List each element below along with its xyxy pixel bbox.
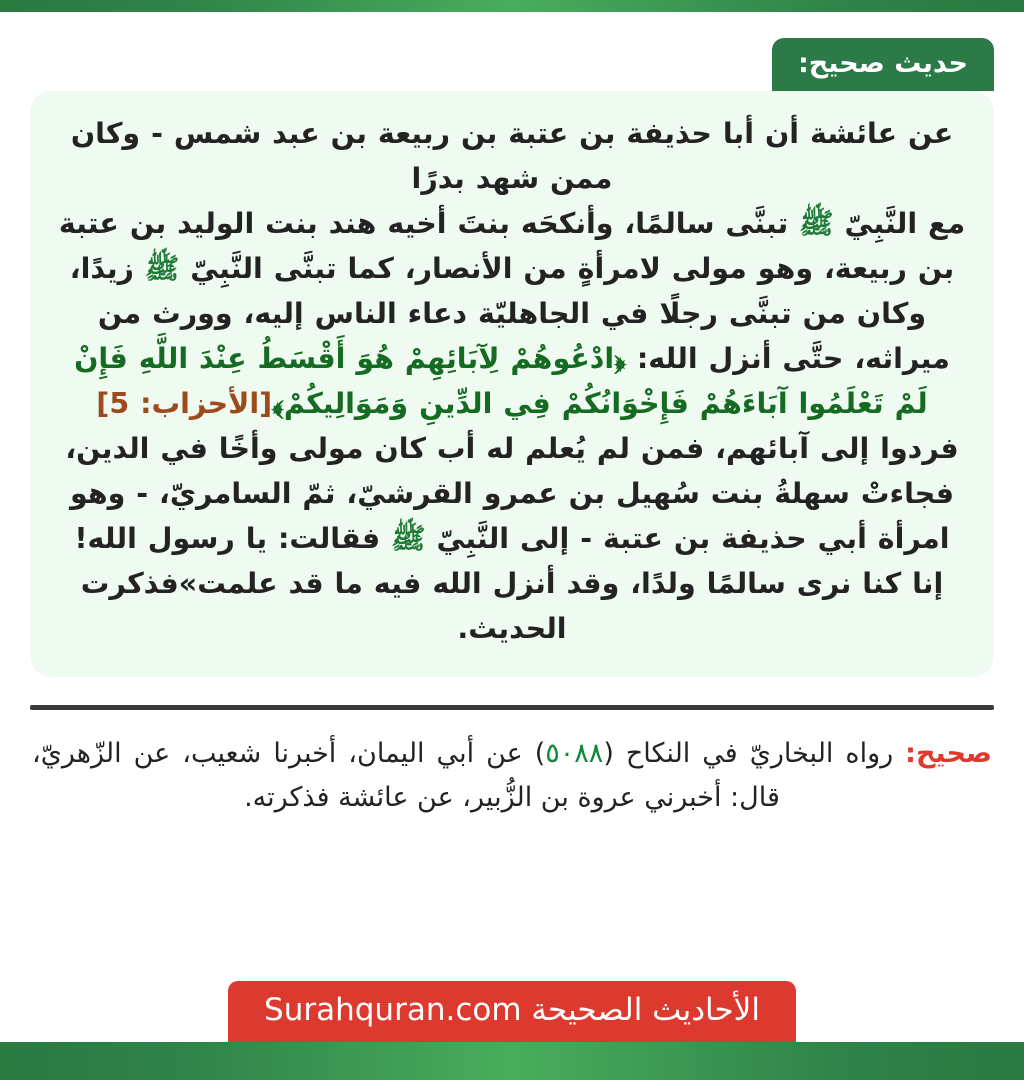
sallallahu-alayhi-wasallam-icon: ﷺ bbox=[799, 207, 834, 241]
takhrij-text-after-number: ) عن أبي اليمان، أخبرنا شعيب، عن الزّهريّ، قال: أخبرني عروة بن الزُّبير، عن عائشة فذكرته. bbox=[32, 738, 780, 813]
quran-ayah-text: ﴿ادْعُوهُمْ لِآبَائِهِمْ هُوَ أَقْسَطُ عِنْدَ اللَّهِ فَإِنْ لَمْ تَعْلَمُوا آبَاءَهُمْ فَإِخْوَانُكُمْ فِي الدِّينِ وَمَوَالِيكُمْ﴾ bbox=[74, 342, 928, 421]
grade-badge-row bbox=[30, 12, 994, 91]
hadith-segment-mid-b: زيدًا، وكان من تبنَّى رجلًا في الجاهليّة دعاء الناس إليه، وورث من ميراثه، حتَّى أنزل الله: bbox=[69, 252, 950, 376]
hadith-paragraph-opening: عن عائشة أن أبا حذيفة بن عتبة بن ربيعة بن عبد شمس - وكان ممن شهد بدرًا bbox=[70, 117, 954, 196]
sallallahu-alayhi-wasallam-icon: ﷺ bbox=[144, 252, 180, 286]
hadith-paragraph-main bbox=[56, 201, 968, 651]
section-divider bbox=[30, 705, 994, 710]
page-content bbox=[0, 12, 1024, 1042]
surah-reference: [الأحزاب: 5] bbox=[96, 387, 273, 421]
hadith-card bbox=[30, 91, 994, 677]
hadith-body bbox=[56, 111, 968, 651]
takhrij-source-text bbox=[32, 732, 992, 819]
bottom-decorative-bar bbox=[0, 1042, 1024, 1080]
takhrij-grade-word: صحيح: bbox=[905, 738, 992, 770]
site-footer-badge[interactable] bbox=[228, 981, 796, 1042]
site-footer-row bbox=[24, 981, 1000, 1042]
site-footer-label: الأحاديث الصحيحة bbox=[531, 992, 760, 1028]
hadith-number: ٥٠٨٨ bbox=[545, 738, 604, 770]
hadith-segment-before-honorific-1: مع النَّبِيّ bbox=[833, 207, 966, 241]
hadith-segment-after-ayah: فردوا إلى آبائهم، فمن لم يُعلم له أب كان مولى وأخًا في الدين، فجاءتْ سهلةُ بنت سُهيل بن عمرو القرشيّ، ثمّ السامريّ، - وهو امرأة أبي حذيفة بن عتبة - إلى النَّبِيّ bbox=[65, 432, 959, 556]
hadith-grade-badge: حديث صحيح: bbox=[772, 38, 994, 91]
top-decorative-bar bbox=[0, 0, 1024, 12]
sallallahu-alayhi-wasallam-icon: ﷺ bbox=[391, 522, 426, 556]
takhrij-text-before-number: رواه البخاريّ في النكاح ( bbox=[603, 738, 906, 770]
site-footer-url: Surahquran.com bbox=[264, 992, 522, 1028]
hadith-segment-mid-a: تبنَّى سالمًا، وأنكحَه بنتَ أخيه هند بنت الوليد بن عتبة بن ربيعة، وهو مولى لامرأةٍ من الأنصار، كما تبنَّى النَّبِيّ bbox=[58, 207, 955, 286]
hadith-segment-end: فقالت: يا رسول الله! إنا كنا نرى سالمًا ولدًا، وقد أنزل الله فيه ما قد علمت»فذكرت الحديث. bbox=[74, 522, 944, 646]
